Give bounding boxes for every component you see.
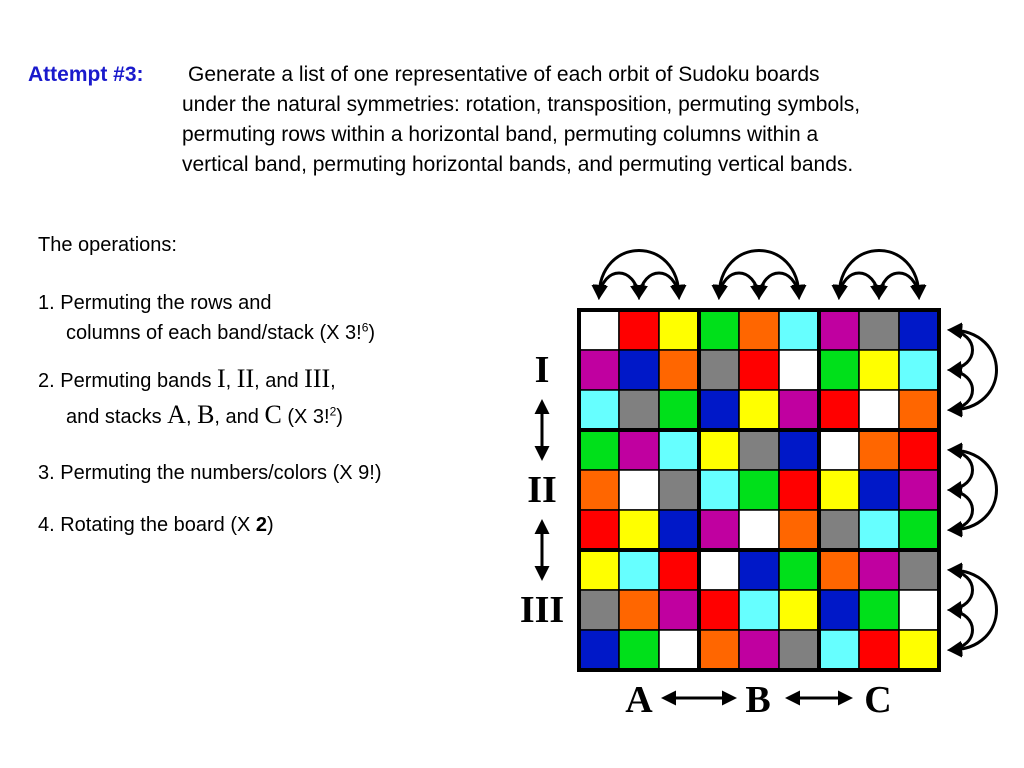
grid-cell — [739, 630, 779, 670]
grid-cell — [819, 350, 859, 390]
grid-cell — [779, 430, 819, 470]
grid-cell — [739, 550, 779, 590]
grid-cell — [819, 470, 859, 510]
grid-cell — [659, 350, 699, 390]
grid-cell — [699, 470, 739, 510]
grid-cell — [579, 630, 619, 670]
grid-cell — [739, 390, 779, 430]
grid-cell — [739, 590, 779, 630]
grid-cell — [779, 390, 819, 430]
grid-cell — [739, 350, 779, 390]
grid-cell — [659, 310, 699, 350]
grid-cell — [619, 350, 659, 390]
grid-cell — [659, 630, 699, 670]
grid-cell — [619, 630, 659, 670]
grid-cell — [739, 430, 779, 470]
op4-end: ) — [267, 514, 274, 536]
grid-cell — [579, 470, 619, 510]
header-line-3: permuting rows within a horizontal band, permuting columns within a — [182, 123, 819, 146]
grid-cell — [899, 390, 939, 430]
grid-cell — [859, 550, 899, 590]
header-line-2: under the natural symmetries: rotation, transposition, permuting symbols, — [182, 93, 861, 116]
op2-stack-3: C — [264, 400, 282, 429]
grid-cell — [579, 510, 619, 550]
grid-cell — [579, 390, 619, 430]
op1-text: columns of each band/stack (X 3! — [66, 322, 362, 344]
operation-1-line-1: 1. Permuting the rows and — [38, 292, 272, 314]
op2-line2-pre: and stacks — [66, 406, 168, 428]
grid-cell — [819, 550, 859, 590]
row-swap-arc — [950, 450, 973, 490]
grid-cell — [699, 350, 739, 390]
attempt-label: Attempt #3: — [28, 63, 144, 86]
column-swap-arc — [639, 273, 679, 297]
grid-cell — [779, 310, 819, 350]
grid-cell — [819, 310, 859, 350]
column-swap-arc — [839, 273, 879, 297]
op4-pre: 4. Rotating the board (X — [38, 514, 256, 536]
grid-cell — [659, 550, 699, 590]
stack-label-3: C — [864, 679, 892, 721]
op1-superscript: 6 — [361, 320, 369, 335]
grid-cell — [619, 310, 659, 350]
op2-sep-2: , and — [254, 370, 305, 392]
grid-cell — [739, 310, 779, 350]
column-swap-arc — [719, 273, 759, 297]
op2-stack-sep-1: , — [185, 406, 198, 428]
op2-band-2: II — [236, 364, 255, 393]
stack-label-2: B — [745, 679, 771, 721]
grid-cell — [859, 390, 899, 430]
grid-cell — [699, 550, 739, 590]
grid-cell — [899, 550, 939, 590]
grid-cell — [619, 590, 659, 630]
grid-cell — [819, 430, 859, 470]
column-swap-arc — [599, 273, 639, 297]
grid-cell — [579, 350, 619, 390]
band-label-3: III — [519, 589, 565, 631]
grid-cell — [659, 470, 699, 510]
row-swap-arc — [950, 490, 973, 530]
operation-3: 3. Permuting the numbers/colors (X 9!) — [38, 462, 382, 484]
row-swap-arc — [950, 370, 973, 410]
grid-cell — [619, 390, 659, 430]
grid-cell — [859, 350, 899, 390]
grid-cell — [699, 590, 739, 630]
op2-stack-2: B — [197, 400, 215, 429]
grid-cell — [779, 510, 819, 550]
grid-cell — [619, 430, 659, 470]
grid-cell — [779, 350, 819, 390]
grid-cell — [899, 310, 939, 350]
grid-cell — [859, 510, 899, 550]
op2-band-1: I — [217, 364, 226, 393]
grid-cell — [699, 430, 739, 470]
header-line-4: vertical band, permuting horizontal bands, and permuting vertical bands. — [182, 153, 854, 176]
op2-sep-3: , — [330, 370, 336, 392]
grid-cell — [699, 630, 739, 670]
op2-band-3: III — [304, 364, 331, 393]
grid-cell — [859, 310, 899, 350]
op2-and: , and — [214, 406, 265, 428]
grid-cell — [579, 590, 619, 630]
grid-cell — [899, 630, 939, 670]
grid-cell — [819, 510, 859, 550]
grid-cell — [739, 470, 779, 510]
grid-cell — [739, 510, 779, 550]
column-swap-arc — [879, 273, 919, 297]
grid-cell — [579, 430, 619, 470]
op2-superscript: 2 — [329, 404, 337, 419]
grid-cell — [859, 470, 899, 510]
grid-cell — [699, 510, 739, 550]
grid-cell — [859, 630, 899, 670]
grid-cell — [659, 590, 699, 630]
grid-cell — [779, 470, 819, 510]
stack-label-1: A — [625, 679, 653, 721]
grid-cell — [779, 550, 819, 590]
grid-cell — [579, 550, 619, 590]
sudoku-grid — [579, 310, 939, 670]
header-line-1: Generate a list of one representative of each orbit of Sudoku boards — [188, 63, 820, 86]
op2-sep-1: , — [225, 370, 237, 392]
column-swap-arc — [759, 273, 799, 297]
grid-cell — [899, 470, 939, 510]
op1-end: ) — [368, 322, 376, 344]
grid-cell — [579, 310, 619, 350]
row-swap-arc — [950, 570, 973, 610]
op4-bold: 2 — [255, 514, 268, 536]
grid-cell — [659, 430, 699, 470]
grid-cell — [659, 390, 699, 430]
grid-cell — [619, 510, 659, 550]
grid-cell — [779, 590, 819, 630]
grid-cell — [899, 430, 939, 470]
grid-cell — [619, 550, 659, 590]
grid-cell — [779, 630, 819, 670]
band-label-1: I — [534, 349, 550, 391]
grid-cell — [659, 510, 699, 550]
op2-pre: 2. Permuting bands — [38, 370, 217, 392]
row-swap-arc — [950, 610, 973, 650]
grid-cell — [859, 430, 899, 470]
grid-cell — [819, 590, 859, 630]
grid-cell — [819, 390, 859, 430]
grid-cell — [699, 390, 739, 430]
grid-cell — [899, 350, 939, 390]
op2-tail: (X 3! — [281, 406, 330, 428]
op2-stack-1: A — [167, 400, 186, 429]
band-label-2: II — [527, 469, 557, 511]
grid-cell — [619, 470, 659, 510]
row-swap-arc — [950, 330, 973, 370]
grid-cell — [819, 630, 859, 670]
grid-cell — [699, 310, 739, 350]
grid-cell — [899, 510, 939, 550]
grid-cell — [899, 590, 939, 630]
op2-end: ) — [336, 406, 343, 428]
operations-heading: The operations: — [38, 234, 177, 256]
grid-cell — [859, 590, 899, 630]
